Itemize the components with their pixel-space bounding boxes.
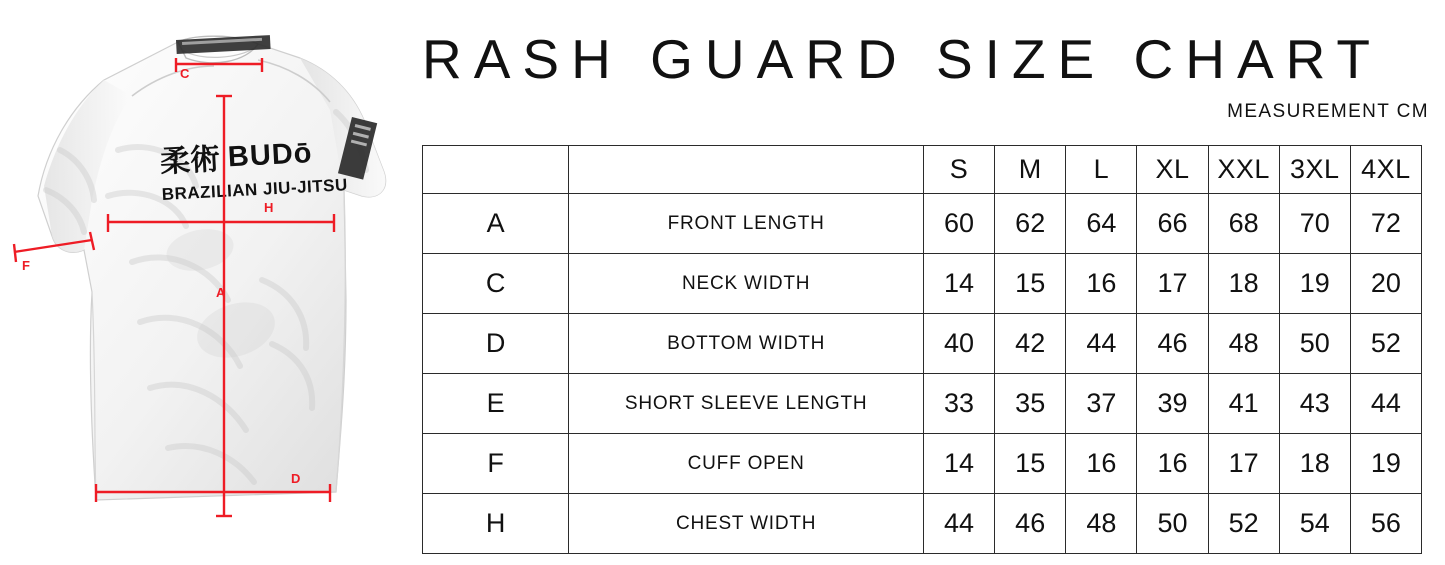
- row-value: 19: [1350, 434, 1421, 494]
- row-value: 33: [923, 374, 994, 434]
- size-chart-table: [422, 145, 1422, 554]
- row-code: D: [423, 314, 569, 374]
- row-value: 15: [995, 254, 1066, 314]
- chart-panel: [420, 0, 1445, 565]
- row-value: 15: [995, 434, 1066, 494]
- header-name-blank: [569, 146, 924, 194]
- svg-text:BUDō: BUDō: [227, 137, 314, 174]
- header-size-3xl: 3XL: [1279, 146, 1350, 194]
- row-value: 19: [1279, 254, 1350, 314]
- row-value: 18: [1208, 254, 1279, 314]
- row-value: 43: [1279, 374, 1350, 434]
- row-name: SHORT SLEEVE LENGTH: [569, 374, 924, 434]
- table-row: [423, 194, 1422, 254]
- marker-label-a: A: [216, 285, 226, 300]
- row-value: 48: [1208, 314, 1279, 374]
- row-value: 37: [1066, 374, 1137, 434]
- row-code: A: [423, 194, 569, 254]
- measurement-unit-label: MEASUREMENT CM: [1227, 101, 1429, 122]
- row-value: 44: [1350, 374, 1421, 434]
- product-image-panel: [0, 0, 420, 565]
- row-name: BOTTOM WIDTH: [569, 314, 924, 374]
- page-title: RASH GUARD SIZE CHART: [422, 28, 1382, 90]
- rash-guard-svg: [0, 0, 420, 565]
- row-value: 16: [1066, 254, 1137, 314]
- row-code: E: [423, 374, 569, 434]
- row-value: 42: [995, 314, 1066, 374]
- row-value: 72: [1350, 194, 1421, 254]
- table-row: [423, 314, 1422, 374]
- marker-label-c: C: [180, 66, 190, 81]
- marker-label-h: H: [264, 200, 274, 215]
- header-size-xxl: XXL: [1208, 146, 1279, 194]
- row-value: 66: [1137, 194, 1208, 254]
- row-value: 16: [1137, 434, 1208, 494]
- row-value: 62: [995, 194, 1066, 254]
- row-name: NECK WIDTH: [569, 254, 924, 314]
- row-value: 14: [923, 434, 994, 494]
- row-value: 54: [1279, 494, 1350, 554]
- table-row: [423, 254, 1422, 314]
- row-value: 46: [1137, 314, 1208, 374]
- marker-label-f: F: [22, 258, 31, 273]
- row-value: 44: [923, 494, 994, 554]
- row-value: 50: [1137, 494, 1208, 554]
- rash-guard-illustration: [0, 0, 420, 565]
- row-value: 14: [923, 254, 994, 314]
- row-value: 40: [923, 314, 994, 374]
- row-value: 60: [923, 194, 994, 254]
- row-code: H: [423, 494, 569, 554]
- table-header-row: [423, 146, 1422, 194]
- row-value: 20: [1350, 254, 1421, 314]
- row-name: CHEST WIDTH: [569, 494, 924, 554]
- table-row: [423, 434, 1422, 494]
- row-name: FRONT LENGTH: [569, 194, 924, 254]
- header-code-blank: [423, 146, 569, 194]
- row-value: 41: [1208, 374, 1279, 434]
- row-value: 17: [1137, 254, 1208, 314]
- table-row: [423, 374, 1422, 434]
- row-value: 18: [1279, 434, 1350, 494]
- row-value: 44: [1066, 314, 1137, 374]
- row-value: 39: [1137, 374, 1208, 434]
- row-value: 48: [1066, 494, 1137, 554]
- row-code: C: [423, 254, 569, 314]
- row-value: 56: [1350, 494, 1421, 554]
- header-size-m: M: [995, 146, 1066, 194]
- row-value: 64: [1066, 194, 1137, 254]
- row-value: 52: [1350, 314, 1421, 374]
- row-value: 16: [1066, 434, 1137, 494]
- row-value: 70: [1279, 194, 1350, 254]
- row-value: 46: [995, 494, 1066, 554]
- header-size-4xl: 4XL: [1350, 146, 1421, 194]
- header-size-xl: XL: [1137, 146, 1208, 194]
- row-name: CUFF OPEN: [569, 434, 924, 494]
- svg-text:BRAZILIAN JIU-JITSU: BRAZILIAN JIU-JITSU: [161, 175, 349, 204]
- table-row: [423, 494, 1422, 554]
- header-size-s: S: [923, 146, 994, 194]
- row-value: 17: [1208, 434, 1279, 494]
- svg-text:柔術: 柔術: [159, 141, 221, 180]
- marker-label-d: D: [291, 471, 301, 486]
- row-value: 50: [1279, 314, 1350, 374]
- row-value: 35: [995, 374, 1066, 434]
- row-code: F: [423, 434, 569, 494]
- row-value: 52: [1208, 494, 1279, 554]
- row-value: 68: [1208, 194, 1279, 254]
- header-size-l: L: [1066, 146, 1137, 194]
